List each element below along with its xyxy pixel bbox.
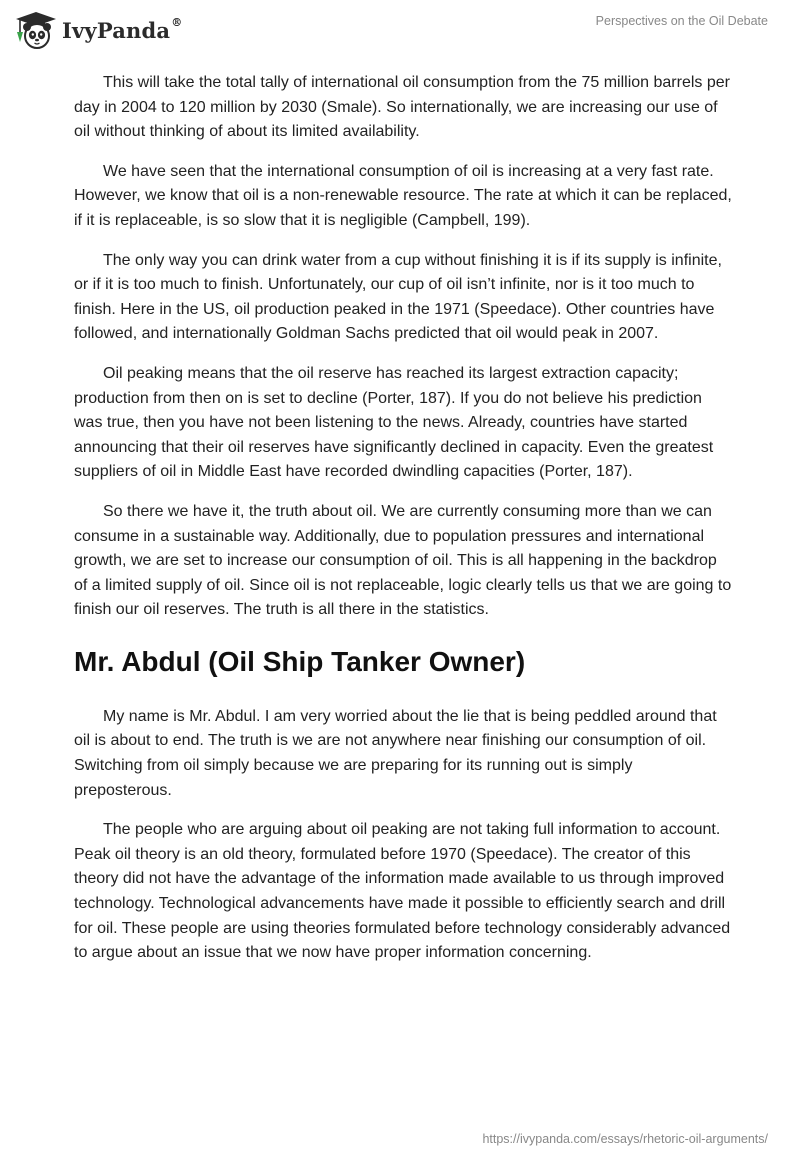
- logo-wordmark: [62, 15, 183, 43]
- paragraph: This will take the total tally of international oil consumption from the 75 million barrels per day in 2004 to 120 million by 2030 (Smale). So internationally, we are increasing our use of oil without thinking of about its limited availability.: [74, 74, 730, 141]
- section-heading: Mr. Abdul (Oil Ship Tanker Owner): [74, 645, 526, 677]
- paragraph: The only way you can drink water from a cup without finishing it is if its supply is infinite, or if it is too much to finish. Unfortunately, our cup of oil isn’t infinite, nor is it too much to finish. Here in the US, oil production peaked in the 1971 (Speedace). Other countries have followed, and internationally Goldman Sachs predicted that oil would peak in 2007.: [74, 251, 722, 343]
- source-url[interactable]: https://ivypanda.com/essays/rhetoric-oil-arguments/: [482, 1132, 768, 1146]
- paragraph: The people who are arguing about oil peaking are not taking full information to account. Peak oil theory is an old theory, formulated before 1970 (Speedace). The creator of this theory did not have the advantage of the information made available to us through improved technology. Technological advancements have made it possible to efficiently search and drill for oil. These people are using theories formulated before technology considerably advanced to argue about an issue that we now have proper information concerning.: [74, 821, 731, 962]
- page-header: [0, 0, 800, 64]
- registered-mark: ®: [171, 15, 183, 29]
- paragraph: So there we have it, the truth about oil. We are currently consuming more than we can consume in a sustainable way. Additionally, due to population pressures and international growth, we are set to increase our consumption of oil. This is all happening in the backdrop of a limited supply of oil. Since oil is not replaceable, logic clearly tells us that we are going to finish our oil reserves. The truth is all there in the statistics.: [74, 502, 732, 619]
- ivypanda-logo[interactable]: [14, 10, 182, 50]
- paragraph: Oil peaking means that the oil reserve has reached its largest extraction capacity; production from then on is set to decline (Porter, 187). If you do not believe his prediction was true, then you have not been listening to the news. Already, countries have started announcing that their oil reserves have significantly declined in capacity. Even the greatest suppliers of oil in Middle East have recorded dwindling capacities (Porter, 187).: [74, 364, 714, 481]
- logo-wordmark-text: IvyPanda: [62, 17, 171, 43]
- article-body: [74, 71, 734, 981]
- panda-graduate-icon: [14, 10, 58, 50]
- paragraph: We have seen that the international consumption of oil is increasing at a very fast rate. However, we know that oil is a non-renewable resource. The rate at which it can be replaced, if it is replaceable, is so slow that it is negligible (Campbell, 199).: [74, 162, 732, 229]
- paragraph: My name is Mr. Abdul. I am very worried about the lie that is being peddled around that oil is about to end. The truth is we are not anywhere near finishing our consumption of oil. Switching from oil simply because we are preparing for its running out is simply preposterous.: [74, 707, 717, 799]
- document-title: Perspectives on the Oil Debate: [595, 14, 768, 28]
